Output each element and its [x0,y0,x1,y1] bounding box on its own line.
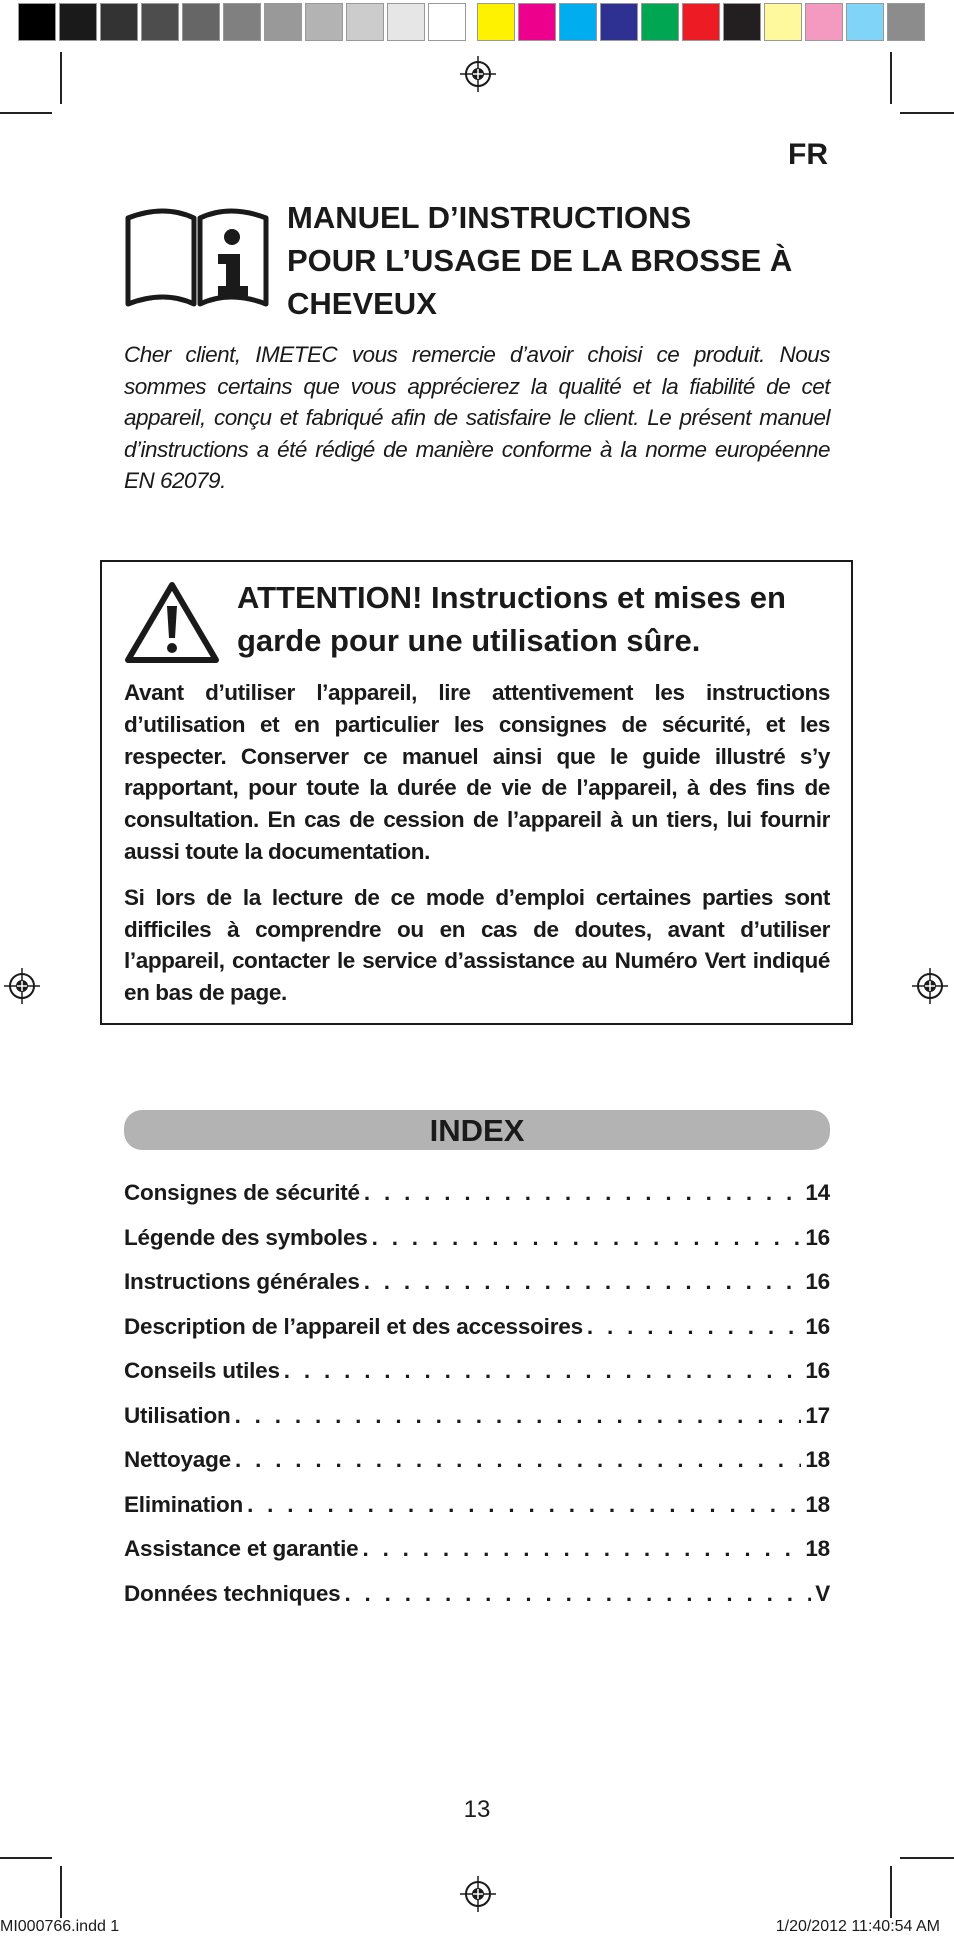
toc-leader [344,1581,811,1607]
color-calibration-bar [18,0,928,44]
page-title: MANUEL D’INSTRUCTIONS POUR L’USAGE DE LA BROSSE À CHEVEUX [287,200,793,321]
safety-warning-box [100,560,853,1025]
color-swatch [682,3,720,41]
color-swatch [600,3,638,41]
toc-label: Elimination [124,1491,244,1517]
toc-entry[interactable] [124,1581,830,1626]
crop-mark [900,112,954,114]
color-swatch [59,3,97,41]
toc-leader [372,1225,802,1251]
color-swatch [100,3,138,41]
color-swatch [518,3,556,41]
color-swatch [182,3,220,41]
color-swatch [559,3,597,41]
crop-mark [900,1857,954,1859]
crop-mark [60,52,62,104]
toc-entry[interactable] [124,1403,830,1448]
color-swatch [305,3,343,41]
warning-body [124,677,830,1023]
toc-page: 16 [805,1313,830,1339]
toc-page: 16 [805,1358,830,1383]
index-heading: INDEX [124,1110,830,1150]
color-swatch [346,3,384,41]
toc-leader [235,1447,801,1473]
color-swatch [141,3,179,41]
toc-entry[interactable] [124,1447,830,1492]
crop-mark [60,1866,62,1918]
toc-leader [364,1180,801,1206]
page-number: 13 [463,1796,491,1823]
toc-page: 17 [805,1402,830,1428]
toc-page: 16 [805,1224,830,1250]
toc-leader [362,1536,801,1562]
toc-leader [587,1314,801,1340]
color-swatch [428,3,466,41]
color-swatch [469,0,477,44]
color-swatch [387,3,425,41]
toc-label: Assistance et garantie [124,1536,359,1561]
toc-leader [235,1403,802,1429]
toc-label: Description de l’appareil et des accessoires [124,1313,583,1339]
toc-entry[interactable] [124,1180,830,1225]
toc-page: 14 [805,1180,830,1205]
crop-mark [890,1866,892,1918]
color-swatch [223,3,261,41]
warning-title: ATTENTION! Instructions et mises en garde pour une utilisation sûre. [237,580,786,658]
crop-mark [890,52,892,104]
toc-entry[interactable] [124,1492,830,1537]
date-slug: 1/20/2012 11:40:54 AM [775,1918,940,1935]
toc-page: 18 [805,1491,830,1517]
toc-leader [247,1492,801,1518]
toc-label: Données techniques [124,1580,341,1606]
color-swatch [805,3,843,41]
toc-label: Conseils utiles [124,1358,280,1383]
intro-paragraph: Cher client, IMETEC vous remercie d’avoir choisi ce produit. Nous sommes certains que vous apprécierez la qualité et la fiabilité de cet appareil, conçu et fabriqué afin de satisfaire le client. Le présent manuel d’instructions a été rédigé de manière conforme à la norme européenne EN 62079. [124,342,830,493]
toc-entry[interactable] [124,1358,830,1403]
toc-entry[interactable] [124,1536,830,1581]
registration-mark-icon [4,968,40,1004]
toc-label: Légende des symboles [124,1224,368,1250]
warning-paragraph: Avant d’utiliser l’appareil, lire attentivement les instructions d’utilisation et en particulier les consignes de sécurité, et les respecter. Conserver ce manuel ainsi que le guide illustré s’y rapportant, pour toute la durée de vie de l’appareil, à des fins de consultation. En cas de cession de l’appareil à un tiers, lui fournir aussi toute la documentation. [124,680,830,864]
color-swatch [723,3,761,41]
toc-page: 18 [805,1536,830,1561]
toc-label: Consignes de sécurité [124,1180,360,1205]
color-swatch [846,3,884,41]
toc-entry[interactable] [124,1314,830,1359]
crop-mark [0,112,52,114]
toc-label: Nettoyage [124,1447,231,1472]
book-info-icon [124,204,270,310]
toc-entry[interactable] [124,1225,830,1270]
toc-leader [364,1269,802,1295]
color-swatch [477,3,515,41]
warning-triangle-icon [124,580,220,666]
toc-page: V [815,1580,830,1606]
color-swatch [764,3,802,41]
warning-paragraph: Si lors de la lecture de ce mode d’emploi certaines parties sont difficiles à comprendre ou en cas de doutes, avant d’utiliser l’appareil, contacter le service d’assistance au Numéro Vert indiqué en bas de page. [124,884,830,1006]
language-code: FR [788,138,828,171]
color-swatch [18,3,56,41]
color-swatch [641,3,679,41]
registration-mark-icon [912,968,948,1004]
toc-label: Utilisation [124,1402,231,1428]
toc-label: Instructions générales [124,1269,360,1294]
registration-mark-icon [460,1876,496,1912]
toc-page: 18 [805,1447,830,1472]
table-of-contents [124,1180,830,1625]
color-swatch [887,3,925,41]
toc-page: 16 [805,1269,830,1294]
toc-entry[interactable] [124,1269,830,1314]
toc-leader [284,1358,802,1384]
file-slug: MI000766.indd 1 [0,1918,120,1935]
crop-mark [0,1857,52,1859]
color-swatch [264,3,302,41]
registration-mark-icon [460,56,496,92]
